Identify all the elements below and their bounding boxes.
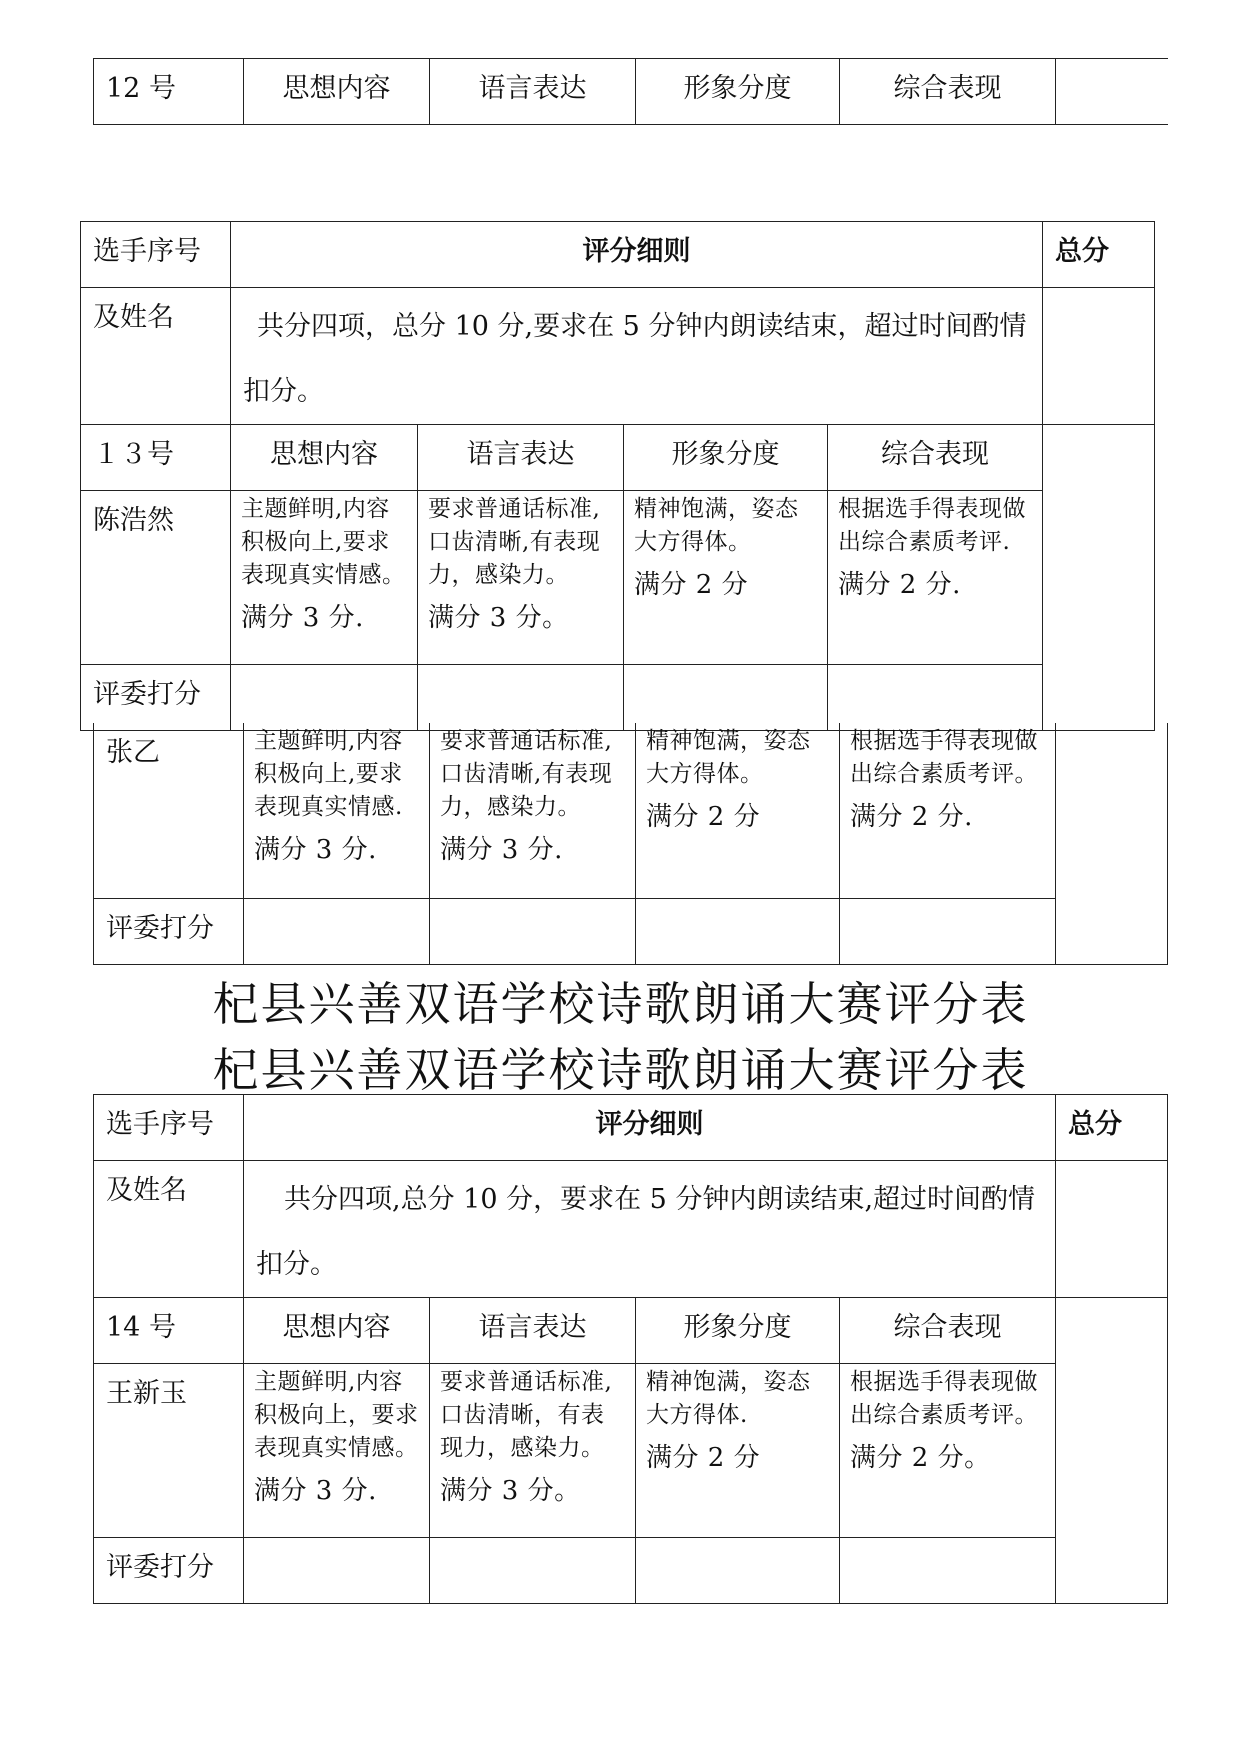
desc-image: 精神饱满，姿态大方得体。 满分 2 分 — [624, 491, 828, 665]
label-contestant: 选手序号 — [81, 222, 231, 288]
judge-score-image[interactable] — [636, 898, 840, 964]
contestant-name: 张乙 — [94, 723, 244, 898]
contestant-number: 14 号 — [94, 1298, 244, 1364]
contestant-number: 12 号 — [94, 59, 244, 125]
criterion-overall: 综合表现 — [828, 425, 1043, 491]
judge-score-content[interactable] — [244, 1538, 430, 1604]
desc-overall: 根据选手得表现做出综合素质考评. 满分 2 分. — [828, 491, 1043, 665]
total-label: 总分 — [1043, 222, 1155, 288]
page-title: 杞县兴善双语学校诗歌朗诵大赛评分表 — [212, 1043, 1029, 1097]
total-score-cell[interactable] — [1043, 425, 1155, 731]
total-empty — [1056, 1161, 1168, 1298]
total-empty — [1043, 288, 1155, 425]
page-title: 杞县兴善双语学校诗歌朗诵大赛评分表 — [212, 977, 1029, 1031]
judge-score-image[interactable] — [636, 1538, 840, 1604]
criterion-content: 思想内容 — [244, 59, 430, 125]
desc-language: 要求普通话标准,口齿清晰,有表现力，感染力。 满分 3 分。 — [418, 491, 624, 665]
criterion-overall: 综合表现 — [840, 59, 1056, 125]
total-score-cell[interactable] — [1056, 723, 1168, 964]
judge-score-overall[interactable] — [840, 1538, 1056, 1604]
judge-score-label: 评委打分 — [81, 665, 231, 731]
desc-content: 主题鲜明,内容积极向上，要求表现真实情感。 满分 3 分. — [244, 1364, 430, 1538]
total-score-cell[interactable] — [1056, 1298, 1168, 1604]
table-13 — [80, 221, 1155, 731]
rules-title: 评分细则 — [231, 222, 1043, 288]
judge-score-label: 评委打分 — [94, 1538, 244, 1604]
judge-score-content[interactable] — [244, 898, 430, 964]
criterion-language: 语言表达 — [430, 1298, 636, 1364]
criterion-content: 思想内容 — [244, 1298, 430, 1364]
judge-score-language[interactable] — [430, 898, 636, 964]
table-14 — [93, 1094, 1168, 1604]
rules-text: 共分四项,总分 10 分，要求在 5 分钟内朗读结束,超过时间酌情扣分。 — [244, 1161, 1056, 1298]
rules-text: 共分四项，总分 10 分,要求在 5 分钟内朗读结束，超过时间酌情扣分。 — [231, 288, 1043, 425]
criterion-image: 形象分度 — [624, 425, 828, 491]
criterion-overall: 综合表现 — [840, 1298, 1056, 1364]
total-cell[interactable] — [1056, 59, 1168, 125]
desc-image: 精神饱满，姿态大方得体. 满分 2 分 — [636, 1364, 840, 1538]
judge-score-language[interactable] — [418, 665, 624, 731]
desc-content: 主题鲜明,内容积极向上,要求表现真实情感。 满分 3 分. — [231, 491, 418, 665]
criterion-image: 形象分度 — [636, 59, 840, 125]
contestant-number: １３号 — [81, 425, 231, 491]
judge-score-overall[interactable] — [828, 665, 1043, 731]
rules-title: 评分细则 — [244, 1095, 1056, 1161]
label-contestant: 选手序号 — [94, 1095, 244, 1161]
judge-score-image[interactable] — [624, 665, 828, 731]
label-name: 及姓名 — [94, 1161, 244, 1298]
desc-content: 主题鲜明,内容积极向上,要求表现真实情感. 满分 3 分. — [244, 723, 430, 898]
judge-score-content[interactable] — [231, 665, 418, 731]
criterion-content: 思想内容 — [231, 425, 418, 491]
label-name: 及姓名 — [81, 288, 231, 425]
table-12-fragment — [93, 58, 1168, 125]
criterion-image: 形象分度 — [636, 1298, 840, 1364]
criterion-language: 语言表达 — [418, 425, 624, 491]
judge-score-overall[interactable] — [840, 898, 1056, 964]
contestant-name: 陈浩然 — [81, 491, 231, 665]
desc-image: 精神饱满，姿态大方得体。 满分 2 分 — [636, 723, 840, 898]
table-zhang — [93, 723, 1168, 965]
desc-language: 要求普通话标准,口齿清晰，有表现力，感染力。 满分 3 分。 — [430, 1364, 636, 1538]
judge-score-language[interactable] — [430, 1538, 636, 1604]
criterion-language: 语言表达 — [430, 59, 636, 125]
desc-language: 要求普通话标准,口齿清晰,有表现力，感染力。 满分 3 分. — [430, 723, 636, 898]
judge-score-label: 评委打分 — [94, 898, 244, 964]
desc-overall: 根据选手得表现做出综合素质考评。 满分 2 分. — [840, 723, 1056, 898]
total-label: 总分 — [1056, 1095, 1168, 1161]
desc-overall: 根据选手得表现做出综合素质考评。 满分 2 分。 — [840, 1364, 1056, 1538]
contestant-name: 王新玉 — [94, 1364, 244, 1538]
